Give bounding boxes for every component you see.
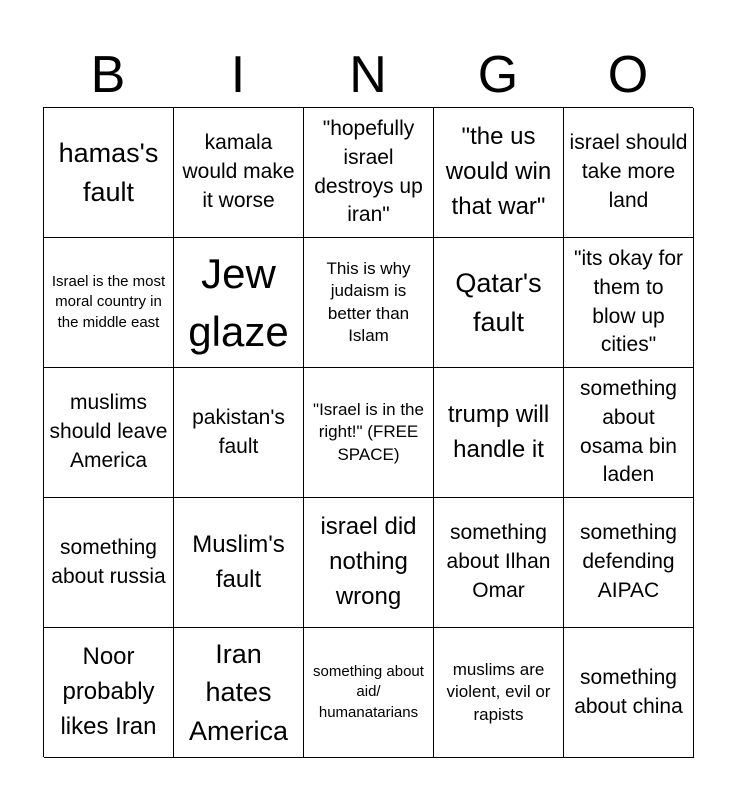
cell-text: This is why judaism is better than Islam: [326, 258, 411, 345]
bingo-cell[interactable]: [434, 238, 564, 368]
bingo-cell[interactable]: [434, 108, 564, 238]
bingo-cell-free-space[interactable]: [304, 368, 434, 498]
cell-text: Jew glaze: [188, 249, 289, 355]
bingo-cell[interactable]: [564, 108, 694, 238]
bingo-cell[interactable]: [44, 238, 174, 368]
cell-text: kamala would make it worse: [182, 131, 295, 212]
cell-text: Noor probably likes Iran: [60, 643, 157, 740]
bingo-cell[interactable]: [44, 108, 174, 238]
cell-text: pakistan's fault: [192, 405, 285, 458]
bingo-cell[interactable]: [304, 628, 434, 758]
bingo-cell[interactable]: [564, 238, 694, 368]
bingo-cell[interactable]: [44, 368, 174, 498]
cell-text: something about china: [574, 665, 683, 718]
cell-text: something about russia: [51, 535, 166, 588]
cell-text: Iran hates America: [188, 639, 289, 746]
bingo-cell[interactable]: [174, 498, 304, 628]
bingo-cell[interactable]: [304, 498, 434, 628]
cell-text: Muslim's fault: [192, 530, 285, 593]
bingo-cell[interactable]: [44, 628, 174, 758]
bingo-cell[interactable]: [304, 108, 434, 238]
cell-text: "Israel is in the right!" (FREE SPACE): [313, 399, 424, 464]
bingo-cell[interactable]: [44, 498, 174, 628]
bingo-cell[interactable]: [174, 108, 304, 238]
cell-text: "hopefully israel destroys up iran": [314, 116, 423, 227]
bingo-board: [43, 107, 693, 757]
bingo-cell[interactable]: [174, 368, 304, 498]
header-letter-o: O: [607, 46, 649, 104]
cell-text: something defending AIPAC: [580, 521, 677, 602]
cell-text: israel did nothing wrong: [320, 513, 417, 610]
bingo-cell[interactable]: [174, 238, 304, 368]
cell-text: trump will handle it: [447, 400, 550, 463]
bingo-cell[interactable]: [434, 628, 564, 758]
bingo-cell[interactable]: [434, 368, 564, 498]
bingo-header: [43, 44, 693, 106]
cell-text: Israel is the most moral country in the middle east: [51, 273, 166, 331]
cell-text: Qatar's fault: [455, 268, 542, 337]
header-letter-n: N: [349, 46, 387, 104]
bingo-cell[interactable]: [564, 628, 694, 758]
bingo-cell[interactable]: [304, 238, 434, 368]
cell-text: something about aid/ humanatarians: [313, 663, 424, 721]
header-letter-g: G: [477, 46, 519, 104]
cell-text: muslims are violent, evil or rapists: [446, 659, 551, 724]
header-letter-b: B: [90, 46, 126, 104]
cell-text: something about osama bin laden: [580, 376, 677, 487]
cell-text: hamas's fault: [58, 138, 159, 207]
cell-text: "its okay for them to blow up cities": [574, 246, 683, 357]
cell-text: muslims should leave America: [49, 391, 168, 472]
bingo-cell[interactable]: [434, 498, 564, 628]
bingo-cell[interactable]: [564, 498, 694, 628]
bingo-cell[interactable]: [564, 368, 694, 498]
cell-text: something about Ilhan Omar: [446, 521, 551, 602]
header-letter-i: I: [230, 46, 246, 104]
cell-text: "the us would win that war": [445, 123, 552, 220]
bingo-cell[interactable]: [174, 628, 304, 758]
cell-text: israel should take more land: [569, 131, 688, 212]
